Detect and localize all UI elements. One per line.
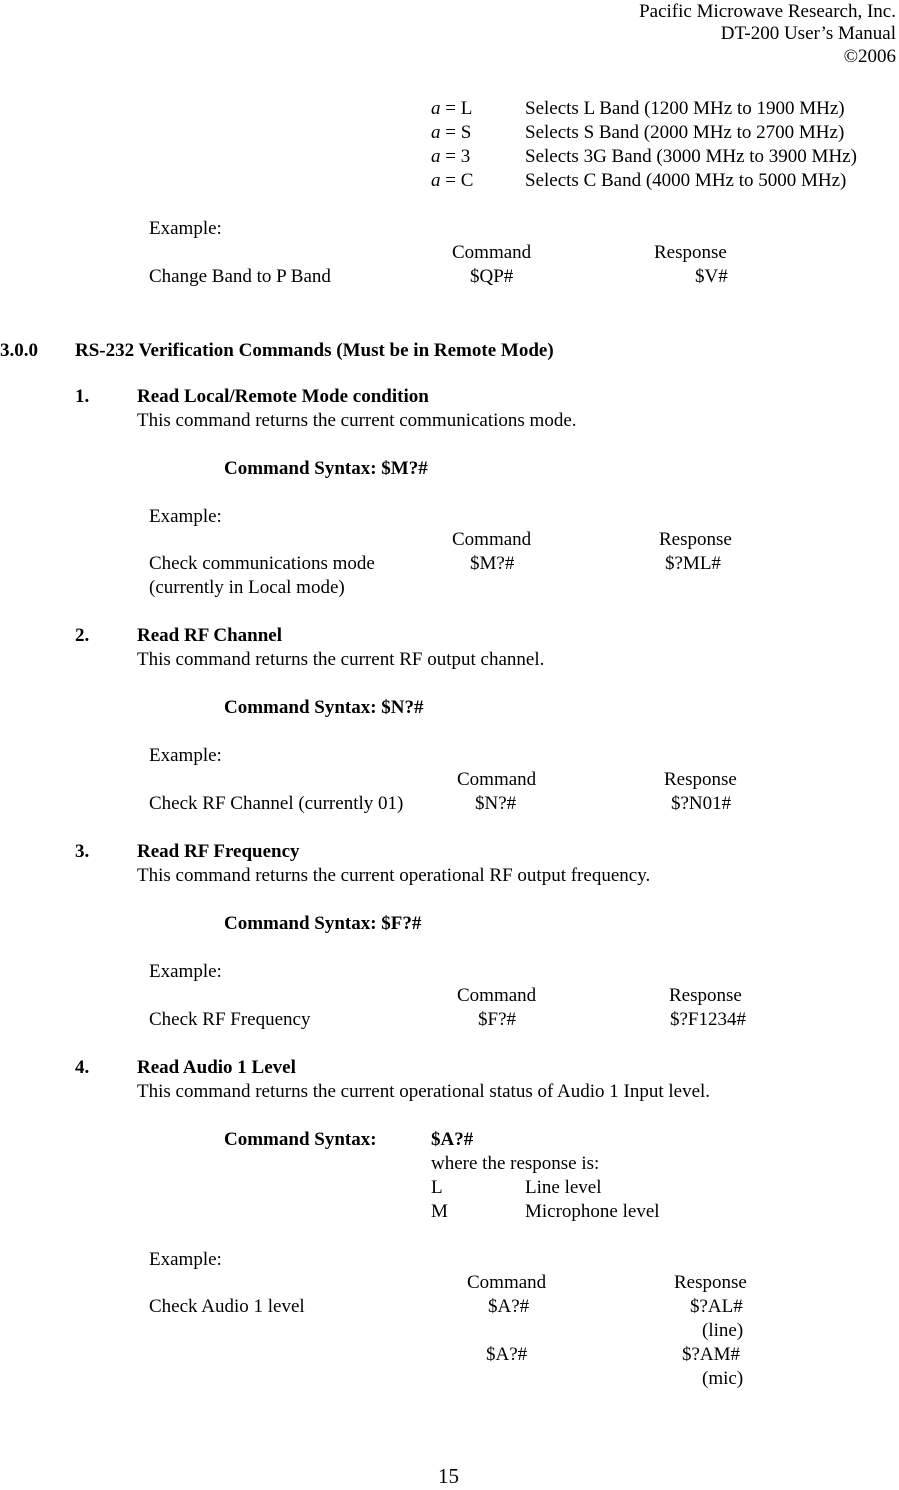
example-response: $?AM# (682, 1344, 741, 1365)
example-label: Example: (149, 745, 222, 766)
response-header: Response (659, 529, 732, 550)
example-command: $F?# (478, 1009, 516, 1030)
example-response: $?N01# (671, 793, 732, 814)
syntax-note: where the response is: (431, 1153, 600, 1174)
item-title: Read RF Frequency (137, 841, 300, 862)
example-response-note: (line) (702, 1320, 744, 1341)
response-header: Response (674, 1272, 747, 1293)
example-description: Check RF Frequency (149, 1009, 311, 1030)
response-header: Response (654, 242, 727, 263)
command-header: Command (467, 1272, 547, 1293)
example-label: Example: (149, 506, 222, 527)
response-code: L (431, 1177, 443, 1198)
example-description: Check RF Channel (currently 01) (149, 793, 404, 814)
response-header: Response (669, 985, 742, 1006)
item-title: Read Local/Remote Mode condition (137, 386, 429, 407)
section-number: 3.0.0 (0, 340, 38, 361)
example-label: Example: (149, 1249, 222, 1270)
band-option-2-desc: Selects S Band (2000 MHz to 2700 MHz) (525, 122, 845, 143)
item-number: 2. (75, 625, 90, 646)
command-syntax: Command Syntax: $M?# (224, 458, 428, 479)
example-description-note: (currently in Local mode) (149, 577, 345, 598)
band-option-3-desc: Selects 3G Band (3000 MHz to 3900 MHz) (525, 146, 857, 167)
command-syntax: Command Syntax: $F?# (224, 913, 422, 934)
band-option-4-desc: Selects C Band (4000 MHz to 5000 MHz) (525, 170, 847, 191)
item-description: This command returns the current operational status of Audio 1 Input level. (137, 1081, 711, 1102)
example-command: $M?# (470, 553, 515, 574)
band-option-1-desc: Selects L Band (1200 MHz to 1900 MHz) (525, 98, 845, 119)
example-label: Example: (149, 961, 222, 982)
example-response: $?F1234# (670, 1009, 746, 1030)
band-option-4: a = C (431, 170, 474, 191)
example-response-note: (mic) (702, 1368, 744, 1389)
command-header: Command (457, 985, 537, 1006)
example-response: $?AL# (690, 1296, 743, 1317)
example-response: $?ML# (665, 553, 721, 574)
example-command: $QP# (470, 266, 514, 287)
example-description: Check Audio 1 level (149, 1296, 305, 1317)
example-command: $N?# (475, 793, 517, 814)
item-description: This command returns the current communications mode. (137, 410, 577, 431)
section-title: RS-232 Verification Commands (Must be in Remote Mode) (75, 340, 554, 361)
item-number: 1. (75, 386, 90, 407)
item-title: Read RF Channel (137, 625, 282, 646)
response-code: M (431, 1201, 448, 1222)
header-copyright: ©2006 (843, 46, 896, 67)
example-command: $A?# (486, 1344, 528, 1365)
band-option-1: a = L (431, 98, 473, 119)
command-syntax-label: Command Syntax: (224, 1129, 377, 1150)
header-company: Pacific Microwave Research, Inc. (639, 1, 896, 22)
band-option-2: a = S (431, 122, 472, 143)
example-description: Check communications mode (149, 553, 375, 574)
command-syntax: Command Syntax: $N?# (224, 697, 424, 718)
response-meaning: Microphone level (525, 1201, 660, 1222)
example-response: $V# (695, 266, 728, 287)
example-description: Change Band to P Band (149, 266, 331, 287)
item-title: Read Audio 1 Level (137, 1057, 296, 1078)
item-number: 4. (75, 1057, 90, 1078)
command-header: Command (452, 529, 532, 550)
item-number: 3. (75, 841, 90, 862)
response-meaning: Line level (525, 1177, 602, 1198)
header-manual: DT-200 User’s Manual (720, 23, 896, 44)
example-label: Example: (149, 218, 222, 239)
item-description: This command returns the current RF output channel. (137, 649, 545, 670)
command-header: Command (457, 769, 537, 790)
example-command: $A?# (488, 1296, 530, 1317)
command-syntax-value: $A?# (431, 1129, 474, 1150)
command-header: Command (452, 242, 532, 263)
band-option-3: a = 3 (431, 146, 471, 167)
item-description: This command returns the current operational RF output frequency. (137, 865, 651, 886)
response-header: Response (664, 769, 737, 790)
page-number: 15 (438, 1464, 459, 1488)
